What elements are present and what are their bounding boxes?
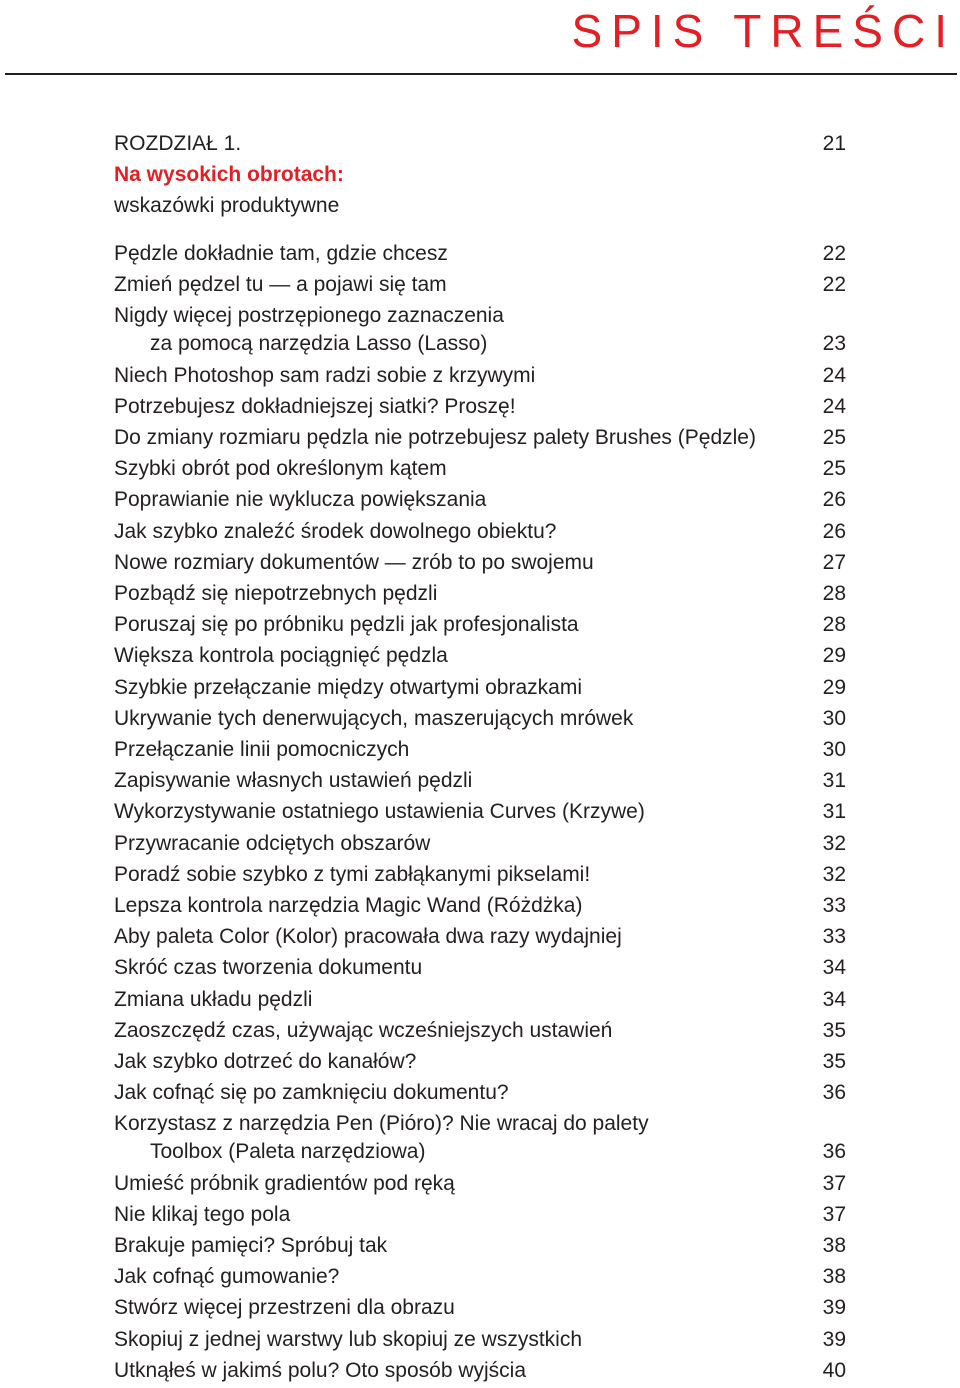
toc-entry-title: Jak szybko znaleźć środek dowolnego obiektu? (114, 519, 557, 543)
chapter-heading-row (114, 131, 848, 157)
toc-entry (114, 987, 848, 1013)
toc-entry (114, 363, 848, 389)
toc-entry (114, 1049, 848, 1075)
page-title: SPIS TREŚCI (571, 5, 956, 57)
toc-entry (114, 241, 848, 267)
toc-entry-page-number: 28 (822, 613, 846, 637)
toc-entry-page-number: 24 (822, 394, 846, 418)
toc-entry (114, 893, 848, 919)
toc-entry-page-number: 30 (822, 706, 846, 730)
toc-entry-title: Pędzle dokładnie tam, gdzie chcesz (114, 242, 448, 265)
toc-entry-page-number: 25 (822, 457, 846, 481)
toc-entry (114, 425, 848, 451)
chapter-title: Na wysokich obrotach: (114, 163, 344, 186)
toc-entry-title: Poruszaj się po próbniku pędzli jak profesjonalista (114, 613, 579, 637)
toc-entry-title: Skróć czas tworzenia dokumentu (114, 956, 423, 980)
toc-entry-title: Skopiuj z jednej warstwy lub skopiuj ze wszystkich (114, 1327, 583, 1351)
toc-entry-title: Przywracanie odciętych obszarów (114, 831, 431, 855)
toc-entry (114, 675, 848, 701)
toc-entry-title: Do zmiany rozmiaru pędzla nie potrzebujesz palety Brushes (Pędzle) (114, 426, 756, 449)
toc-entry (114, 1202, 848, 1228)
chapter-subtitle: wskazówki produktywne (114, 194, 340, 217)
toc-entry-page-number: 25 (822, 426, 846, 449)
toc-entry-page-number: 35 (822, 1050, 846, 1073)
header-divider (5, 73, 957, 75)
toc-entry-title: Brakuje pamięci? Spróbuj tak (114, 1234, 388, 1257)
toc-entry-title: Zmiana układu pędzli (114, 987, 313, 1011)
toc-entry-page-number: 40 (822, 1358, 846, 1382)
toc-entry-page-number: 37 (822, 1171, 846, 1195)
toc-entry-page-number: 35 (822, 1018, 846, 1042)
toc-entry-title: Zmień pędzel tu — a pojawi się tam (114, 273, 447, 297)
toc-entry-title: Nie klikaj tego pola (114, 1202, 291, 1226)
toc-entry-title: Lepsza kontrola narzędzia Magic Wand (Różdżka) (114, 894, 583, 917)
toc-entry-page-number: 28 (822, 582, 846, 605)
toc-entry-page-number: 39 (822, 1327, 846, 1351)
toc-entry-title: Większa kontrola pociągnięć pędzla (114, 644, 448, 668)
toc-entry-title: Stwórz więcej przestrzeni dla obrazu (114, 1296, 455, 1320)
toc-entry (114, 1080, 848, 1106)
toc-entry-continuation (114, 1139, 848, 1165)
toc-entry-continuation (114, 331, 848, 357)
toc-entry-page-number: 27 (822, 550, 846, 574)
toc-entry (114, 768, 848, 794)
toc-entry-page-number: 34 (822, 956, 846, 980)
toc-entry-title: Zaoszczędź czas, używając wcześniejszych ustawień (114, 1018, 613, 1042)
toc-entry (114, 862, 848, 888)
toc-entry-title: Zapisywanie własnych ustawień pędzli (114, 769, 473, 793)
toc-entry-page-number: 22 (822, 273, 846, 297)
toc-entry-title: Utknąłeś w jakimś polu? Oto sposób wyjścia (114, 1358, 527, 1382)
toc-entry-title: Jak cofnąć gumowanie? (114, 1265, 340, 1289)
toc-entry (114, 1264, 848, 1290)
toc-entry (114, 456, 848, 482)
toc-entry (114, 706, 848, 732)
toc-entry-page-number: 32 (822, 831, 846, 855)
toc-entry-page-number: 38 (822, 1234, 846, 1257)
toc-entry-page-number: 29 (822, 675, 846, 699)
toc-entry (114, 303, 848, 329)
toc-entry-page-number: 30 (822, 738, 846, 761)
toc-entry (114, 799, 848, 825)
toc-entry-page-number: 31 (822, 800, 846, 824)
toc-entry (114, 550, 848, 576)
toc-entry-title: Pozbądź się niepotrzebnych pędzli (114, 582, 438, 605)
toc-entry-title-continuation: za pomocą narzędzia Lasso (Lasso) (150, 332, 488, 356)
toc-entry (114, 737, 848, 763)
toc-entry-title: Umieść próbnik gradientów pod ręką (114, 1171, 455, 1195)
toc-entry-page-number: 23 (822, 332, 846, 356)
toc-entry-title: Jak szybko dotrzeć do kanałów? (114, 1050, 417, 1073)
toc-entry-page-number: 38 (822, 1265, 846, 1289)
toc-entry-page-number: 36 (822, 1140, 846, 1164)
toc-entry (114, 612, 848, 638)
toc-entry-title: Szybkie przełączanie między otwartymi obrazkami (114, 675, 582, 699)
toc-entry-page-number: 37 (822, 1202, 846, 1226)
toc-entry (114, 924, 848, 950)
toc-entry-page-number: 33 (822, 894, 846, 917)
toc-entry-title: Nowe rozmiary dokumentów — zrób to po swojemu (114, 550, 594, 574)
toc-entry (114, 519, 848, 545)
toc-entry (114, 1233, 848, 1259)
toc-entry-page-number: 34 (822, 987, 846, 1011)
toc-entry (114, 643, 848, 669)
chapter-page-number: 21 (822, 132, 846, 155)
toc-entry (114, 1295, 848, 1321)
toc-entry (114, 1171, 848, 1197)
toc-entry-page-number: 36 (822, 1081, 846, 1105)
toc-entry-title: Wykorzystywanie ostatniego ustawienia Curves (Krzywe) (114, 800, 645, 824)
toc-entry-page-number: 22 (822, 242, 846, 265)
toc-entry (114, 394, 848, 420)
toc-entry (114, 1358, 848, 1384)
toc-entry (114, 1327, 848, 1353)
toc-entry-title: Przełączanie linii pomocniczych (114, 738, 410, 761)
toc-entry-title: Szybki obrót pod określonym kątem (114, 457, 447, 481)
toc-entry-page-number: 29 (822, 644, 846, 668)
toc-entry-title: Nigdy więcej postrzępionego zaznaczenia (114, 304, 504, 328)
toc-entry-title: Poprawianie nie wyklucza powiększania (114, 488, 487, 512)
toc-entry-title: Jak cofnąć się po zamknięciu dokumentu? (114, 1081, 509, 1105)
toc-entry-page-number: 26 (822, 519, 846, 543)
toc-entry (114, 831, 848, 857)
toc-entry (114, 955, 848, 981)
chapter-label: ROZDZIAŁ 1. (114, 132, 242, 155)
toc-entry-title: Potrzebujesz dokładniejszej siatki? Proszę! (114, 394, 516, 418)
toc-entry-title: Niech Photoshop sam radzi sobie z krzywymi (114, 363, 536, 387)
toc-entry-title: Poradź sobie szybko z tymi zabłąkanymi pikselami! (114, 862, 591, 886)
toc-entry (114, 1111, 848, 1137)
toc-entry-title-continuation: Toolbox (Paleta narzędziowa) (150, 1140, 426, 1164)
toc-entry-page-number: 39 (822, 1296, 846, 1320)
toc-entry (114, 581, 848, 607)
toc-entry (114, 1018, 848, 1044)
toc-entry-title: Aby paleta Color (Kolor) pracowała dwa razy wydajniej (114, 925, 622, 949)
toc-entry-page-number: 32 (822, 862, 846, 886)
toc-entry-title: Ukrywanie tych denerwujących, maszerujących mrówek (114, 706, 634, 730)
toc-entry (114, 272, 848, 298)
toc-entry (114, 487, 848, 513)
toc-entry-page-number: 31 (822, 769, 846, 793)
toc-entry-page-number: 24 (822, 363, 846, 387)
toc-entry-page-number: 26 (822, 488, 846, 512)
toc-entry-title: Korzystasz z narzędzia Pen (Pióro)? Nie wracaj do palety (114, 1112, 649, 1136)
toc-entry-page-number: 33 (822, 925, 846, 949)
